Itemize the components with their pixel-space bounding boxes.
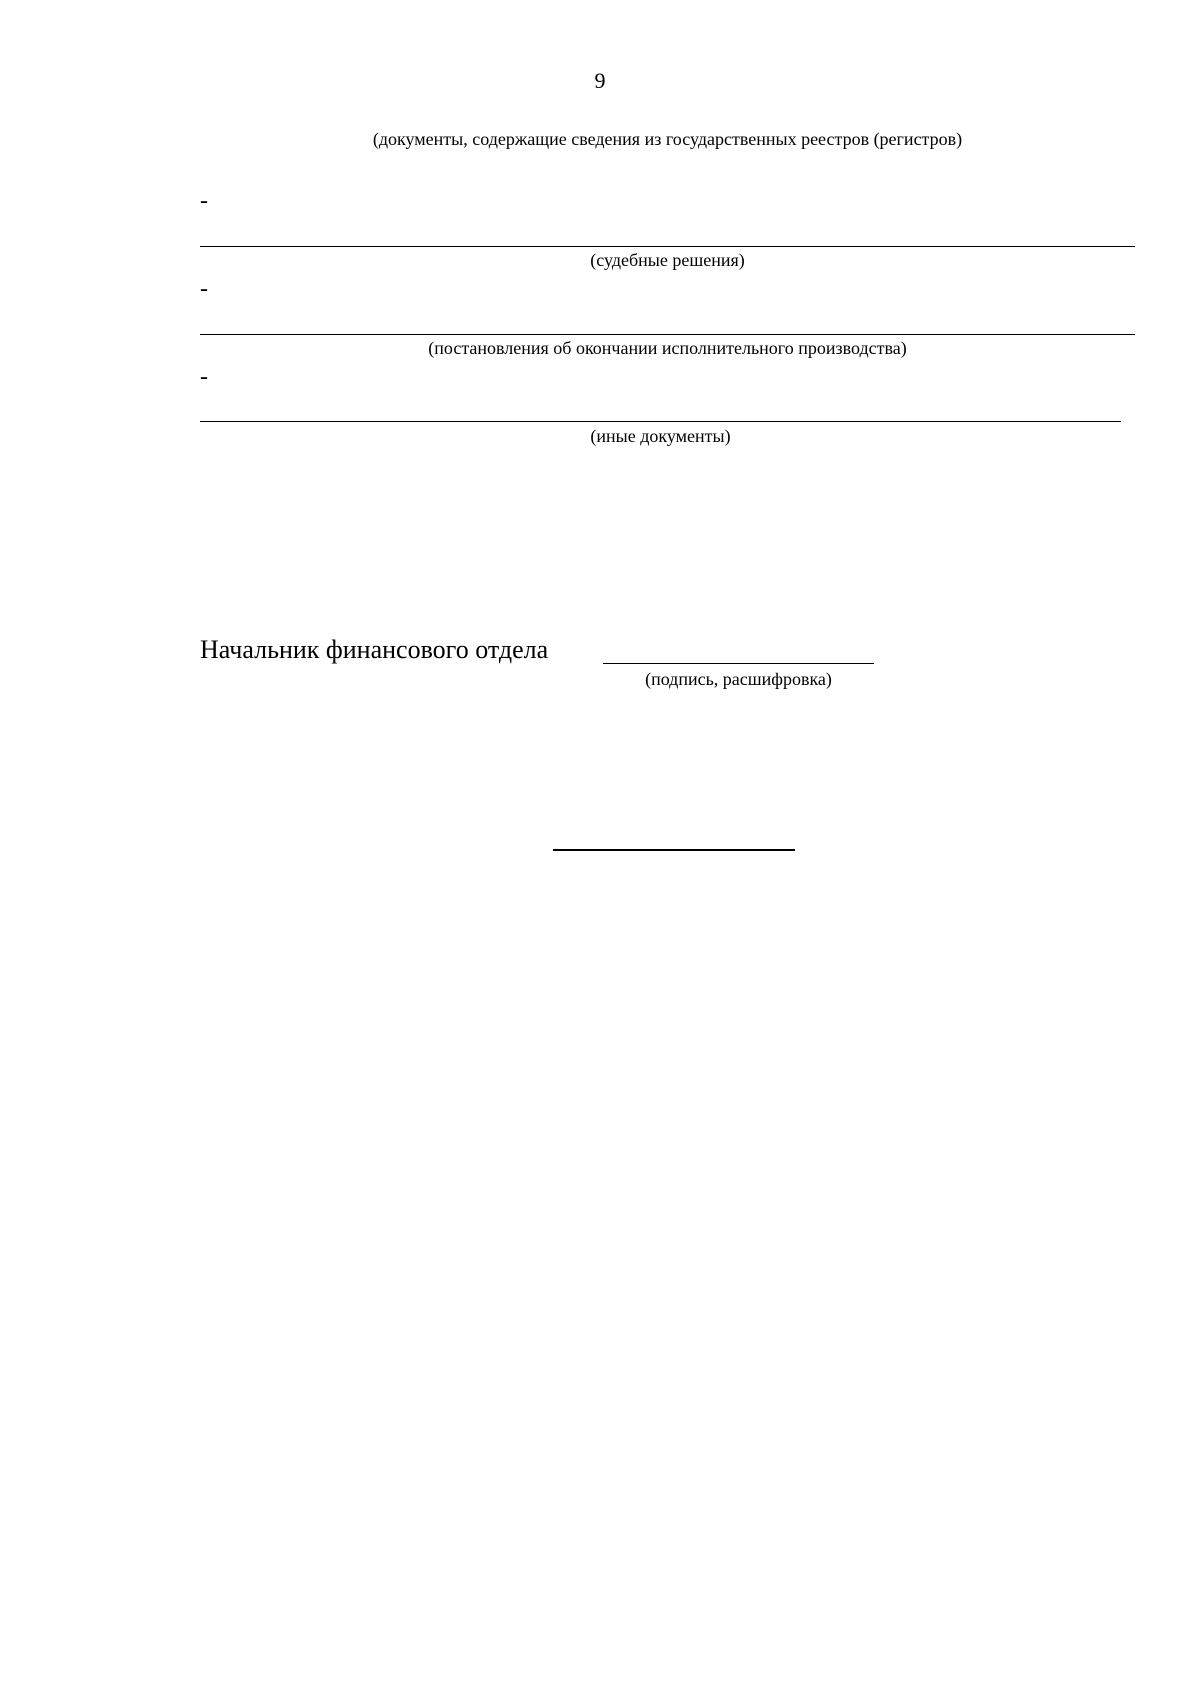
list-dash-enforcement-resolutions: - bbox=[200, 276, 208, 302]
caption-registry-documents: (документы, содержащие сведения из государственных реестров (регистров) bbox=[372, 129, 963, 149]
list-dash-other-documents: - bbox=[200, 364, 208, 390]
page-number: 9 bbox=[594, 68, 606, 93]
end-separator-line bbox=[553, 849, 795, 851]
fill-line-enforcement-resolutions bbox=[200, 334, 1135, 335]
caption-enforcement-resolutions: (постановления об окончании исполнительного производства) bbox=[428, 338, 907, 358]
caption-other-documents: (иные документы) bbox=[590, 426, 731, 446]
list-dash-court-decisions: - bbox=[200, 188, 208, 214]
fill-line-court-decisions bbox=[200, 246, 1135, 247]
caption-court-decisions: (судебные решения) bbox=[590, 250, 745, 270]
fill-line-other-documents bbox=[200, 421, 1121, 422]
signature-line bbox=[603, 663, 874, 664]
signature-caption: (подпись, расшифровка) bbox=[645, 669, 832, 689]
signature-title: Начальник финансового отдела bbox=[200, 635, 549, 664]
